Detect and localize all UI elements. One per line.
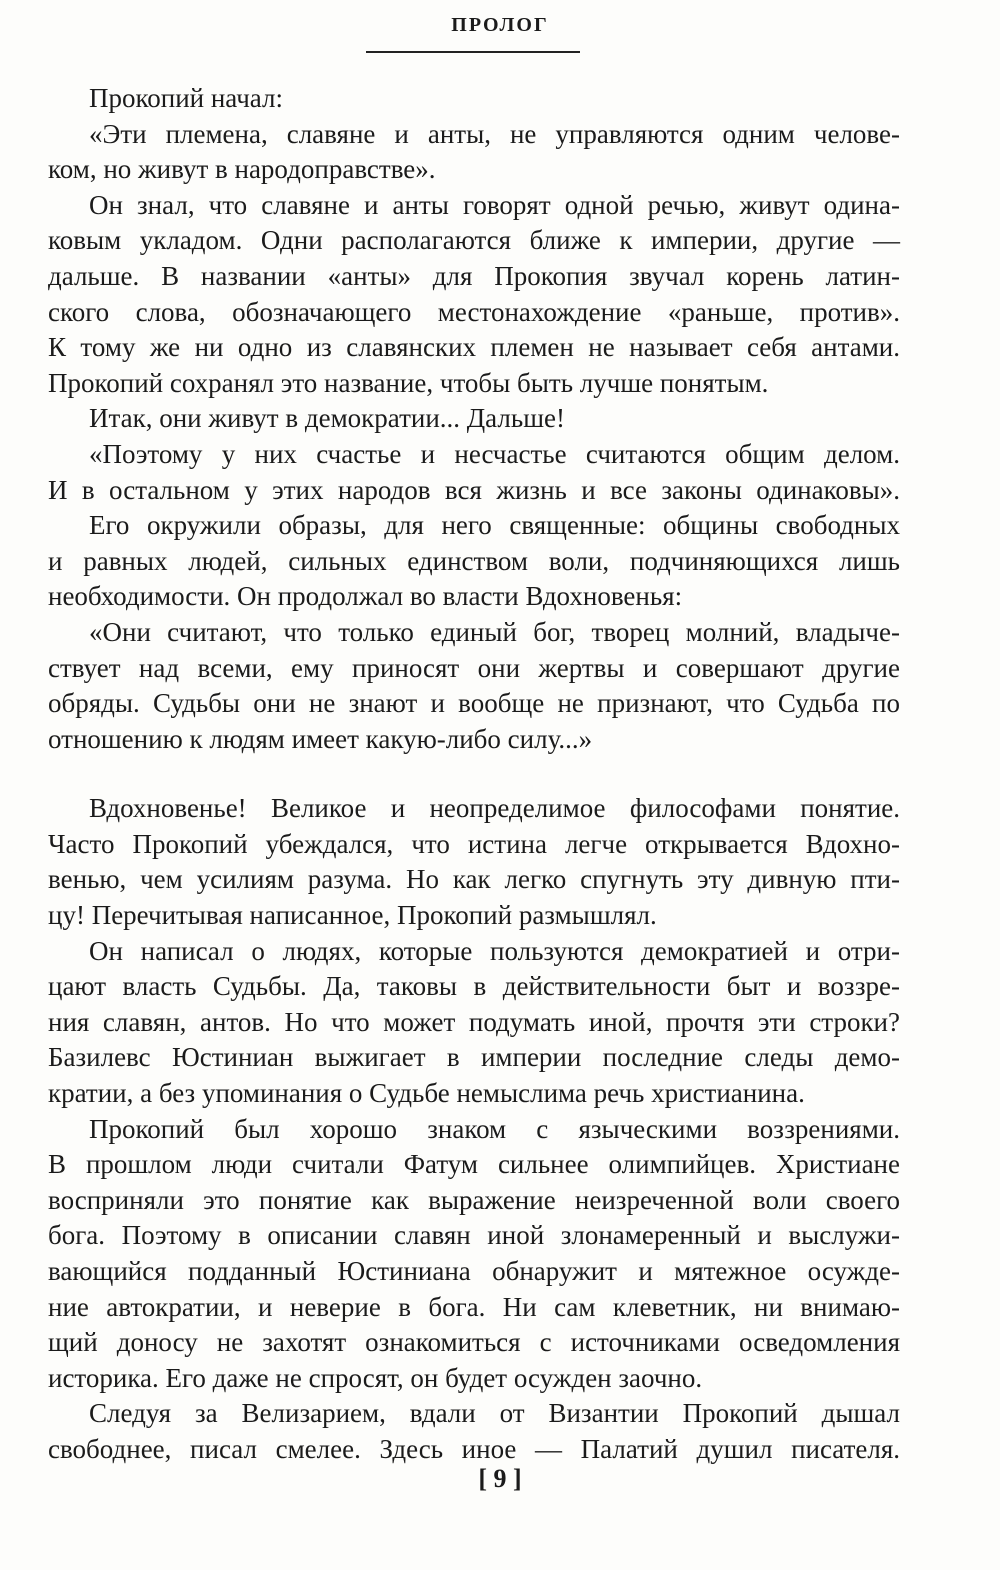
text-line: «Поэтому у них счастье и несчастье считаются общим делом. bbox=[89, 438, 900, 469]
text-line: И в остальном у этих народов вся жизнь и все законы одинаковы». bbox=[48, 474, 900, 505]
text-line: Следуя за Велизарием, вдали от Византии Прокопий дышал bbox=[89, 1398, 900, 1429]
text-line: ния славян, антов. Но что может подумать иной, прочтя эти строки? bbox=[48, 1006, 900, 1037]
text-line: обряды. Судьбы они не знают и вообще не признают, что Судьба по bbox=[48, 688, 900, 719]
header-rule bbox=[366, 51, 580, 53]
text-line: Его окружили образы, для него священные: общины свободных bbox=[89, 510, 900, 541]
text-line: венью, чем усилиям разума. Но как легко спугнуть эту дивную пти- bbox=[48, 864, 900, 895]
text-line: К тому же ни одно из славянских племен не называет себя антами. bbox=[48, 332, 900, 363]
text-line: отношению к людям имеет какую-либо силу...» bbox=[48, 723, 593, 754]
text-line: «Эти племена, славяне и анты, не управляются одним челове- bbox=[89, 118, 900, 149]
text-line: бога. Поэтому в описании славян иной злонамеренный и выслужи- bbox=[48, 1220, 900, 1251]
text-line: ком, но живут в народоправстве». bbox=[48, 154, 436, 185]
body-text bbox=[48, 81, 900, 1468]
text-line: Прокопий сохранял это название, чтобы быть лучше понятым. bbox=[48, 367, 769, 398]
text-line: цают власть Судьбы. Да, таковы в действительности быт и воззре- bbox=[48, 971, 900, 1002]
text-line: «Они считают, что только единый бог, творец молний, владыче- bbox=[89, 616, 900, 647]
running-title: ПРОЛОГ bbox=[451, 14, 549, 36]
text-line: Вдохновенье! Великое и неопределимое философами понятие. bbox=[89, 793, 900, 824]
text-line: В прошлом люди считали Фатум сильнее олимпийцев. Христиане bbox=[48, 1149, 900, 1180]
text-line: Он знал, что славяне и анты говорят одной речью, живут одина- bbox=[89, 189, 900, 220]
text-line: необходимости. Он продолжал во власти Вдохновенья: bbox=[48, 581, 683, 612]
text-line: ние автократии, и неверие в бога. Ни сам клеветник, ни внимаю- bbox=[48, 1291, 900, 1322]
text-line: ствует над всеми, ему приносят они жертвы и совершают другие bbox=[48, 652, 900, 683]
page-number: [ 9 ] bbox=[478, 1464, 522, 1493]
text-line: и равных людей, сильных единством воли, подчиняющихся лишь bbox=[48, 545, 900, 576]
text-line: Базилевс Юстиниан выжигает в империи последние следы демо- bbox=[48, 1042, 900, 1073]
text-line: цу! Перечитывая написанное, Прокопий размышлял. bbox=[48, 900, 657, 931]
text-line: историка. Его даже не спросят, он будет осужден заочно. bbox=[48, 1362, 703, 1393]
text-line: Часто Прокопий убеждался, что истина легче открывается Вдохно- bbox=[48, 828, 900, 859]
text-line: Прокопий начал: bbox=[89, 83, 283, 113]
text-line: щий доносу не захотят ознакомиться с источниками осведомления bbox=[48, 1327, 900, 1358]
text-line: свободнее, писал смелее. Здесь иное — Палатий душил писателя. bbox=[48, 1433, 900, 1464]
text-line: вающийся подданный Юстиниана обнаружит и мятежное осужде- bbox=[48, 1256, 900, 1286]
text-line: ского слова, обозначающего местонахождение «раньше, против». bbox=[48, 296, 900, 327]
text-line: ковым укладом. Одни располагаются ближе к империи, другие — bbox=[48, 225, 900, 256]
text-line: кратии, а без упоминания о Судьбе немыслима речь христианина. bbox=[48, 1078, 805, 1109]
text-line: Итак, они живут в демократии... Дальше! bbox=[89, 403, 565, 434]
section-break bbox=[48, 757, 900, 791]
text-line: дальше. В названии «анты» для Прокопия звучал корень латин- bbox=[48, 260, 900, 291]
text-line: Он написал о людях, которые пользуются демократией и отри- bbox=[89, 935, 900, 966]
text-line: Прокопий был хорошо знаком с языческими воззрениями. bbox=[89, 1113, 900, 1144]
text-line: восприняли это понятие как выражение неизреченной воли своего bbox=[48, 1184, 900, 1215]
